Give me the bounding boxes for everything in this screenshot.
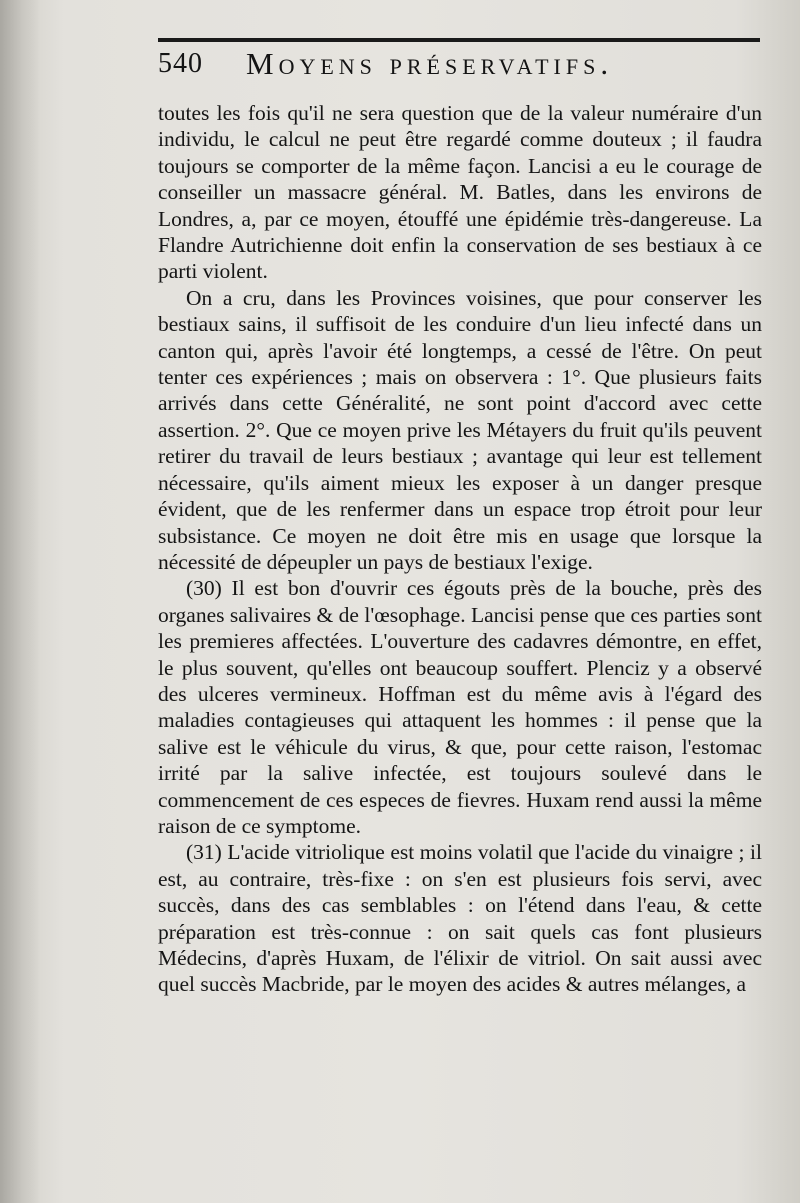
paragraph-3-note-30: (30) Il est bon d'ouvrir ces égouts près de la bouche, près des organes salivaires & de l'œsophage. Lancisi pense que ces parties sont les premieres affectées. L'ouverture des cadavres démontre, en effet, le plus souvent, qu'elles ont beaucoup souffert. Plenciz y a observé des ulceres vermineux. Hoffman est du même avis à l'égard des maladies contagieuses qui attaquent les hommes : il pense que la salive est le véhicule du virus, & que, pour cette raison, l'estomac irrité par la salive infectée, est toujours soulevé dans le commencement de ces especes de fievres. Huxam rend aussi la même raison de ce symptome. — [158, 576, 762, 838]
running-title: Moyens préservatifs. — [246, 46, 614, 81]
page-number: 540 — [158, 48, 203, 79]
binding-gutter — [0, 0, 40, 1203]
paragraph-2: On a cru, dans les Provinces voisines, que pour conserver les bestiaux sains, il suffisoit de les conduire d'un lieu infecté dans un canton qui, après l'avoir été longtemps, a cessé de l'être. On peut tenter ces expériences ; mais on observera : 1°. Que plusieurs faits arrivés dans cette Généralité, ne sont point d'accord avec cette assertion. 2°. Que ce moyen prive les Métayers du fruit qu'ils peuvent retirer du travail de leurs bestiaux ; avantage qui leur est tellement nécessaire, qu'ils aiment mieux les exposer à un danger presque évident, que de les renfermer dans un espace trop étroit pour leur subsistance. Ce moyen ne doit être mis en usage que lorsque la nécessité de dépeupler un pays de bestiaux l'exige. — [158, 285, 762, 574]
paragraph-1: toutes les fois qu'il ne sera question que de la valeur numéraire d'un individu, le calcul ne peut être regardé comme douteux ; il faudra toujours se comporter de la même façon. Lancisi a eu le courage de conseiller un massacre général. M. Batles, dans les environs de Londres, a, par ce moyen, étouffé une épidémie très-dangereuse. La Flandre Autrichienne doit enfin la conservation de ses bestiaux à ce parti violent. — [158, 101, 762, 284]
header-rule — [158, 38, 760, 42]
body-text — [158, 100, 762, 998]
paragraph-4-note-31: (31) L'acide vitriolique est moins volatil que l'acide du vinaigre ; il est, au contraire, très-fixe : on s'en est plusieurs fois servi, avec succès, dans des cas semblables : on l'étend dans l'eau, & cette préparation est très-connue : on sait quels cas font plusieurs Médecins, d'après Huxam, de l'élixir de vitriol. On sait aussi avec quel succès Macbride, par le moyen des acides & autres mélanges, a — [158, 840, 762, 997]
page-header — [158, 44, 760, 84]
